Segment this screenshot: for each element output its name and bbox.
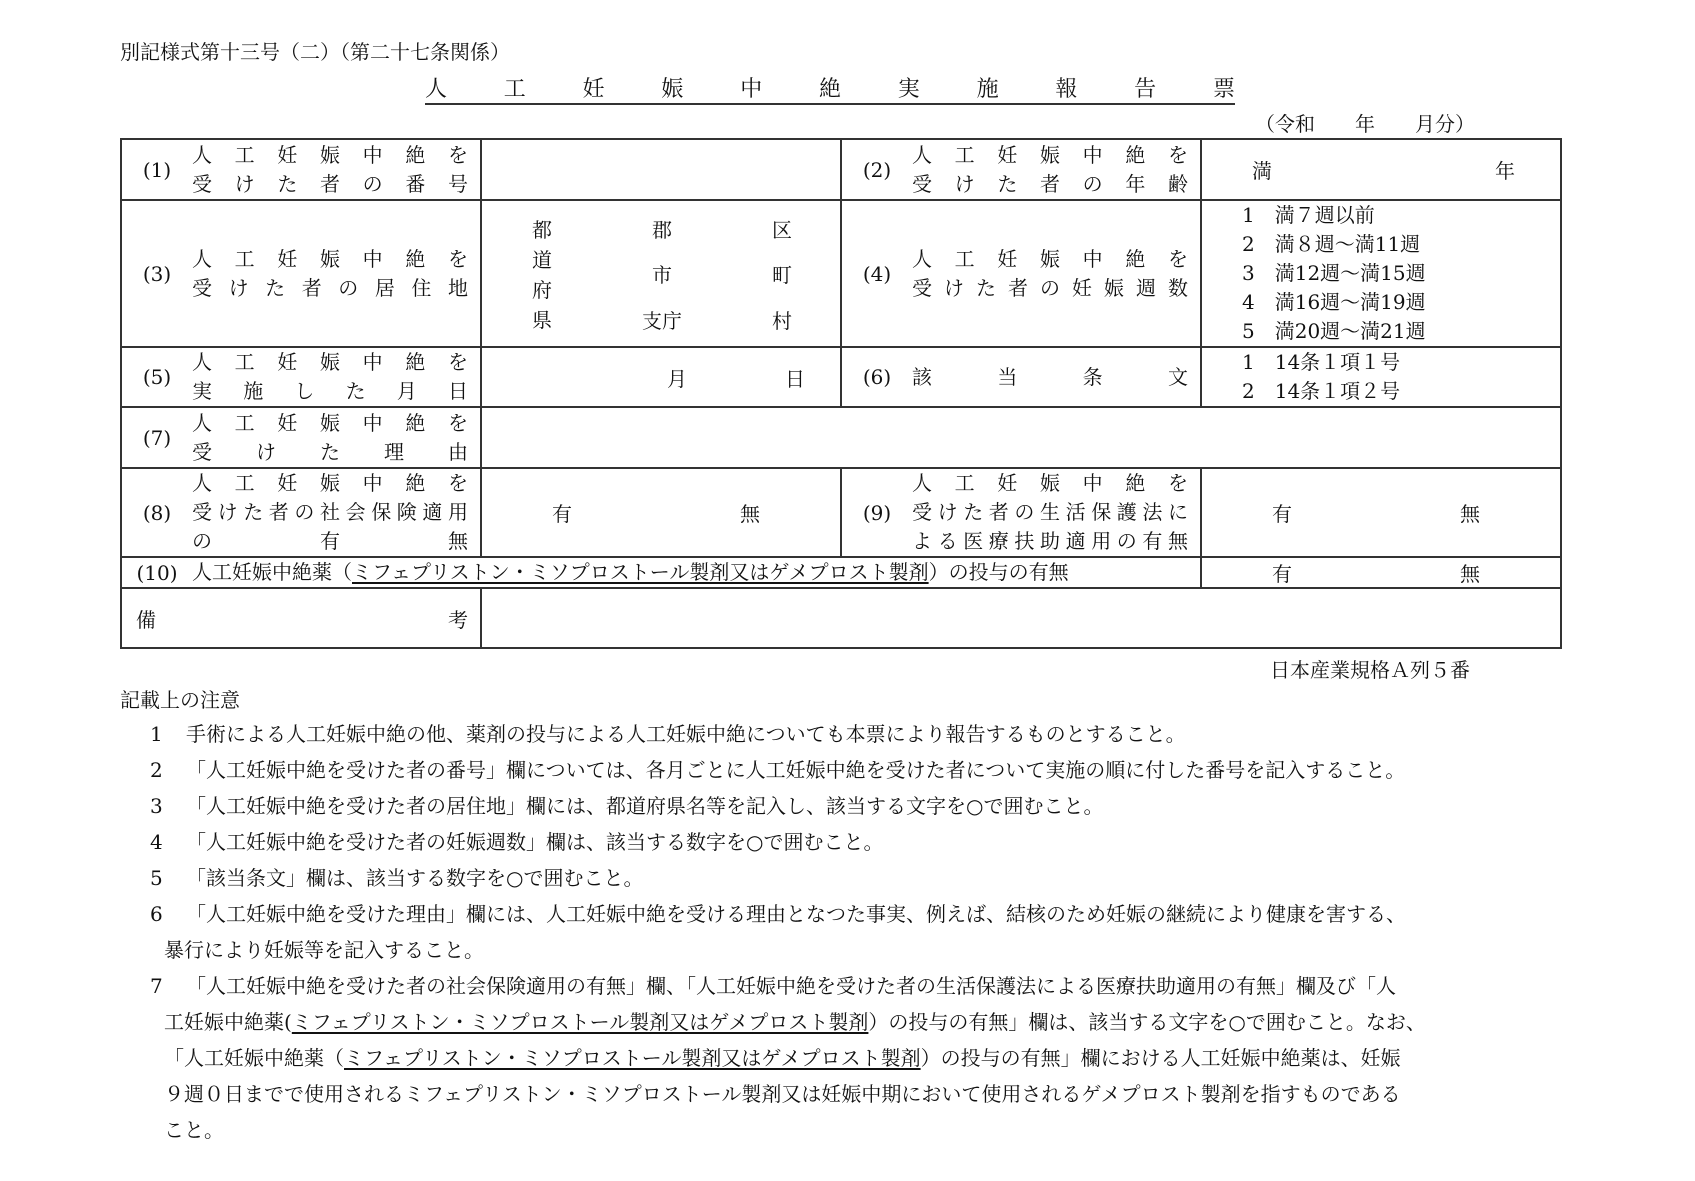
label-remarks: 備考 — [121, 588, 481, 648]
field-article[interactable] — [1201, 347, 1561, 407]
field-remarks[interactable] — [481, 588, 1561, 648]
field-patient-number[interactable] — [481, 139, 841, 200]
option[interactable]: 1 満７週以前 — [1242, 203, 1375, 227]
field-residence[interactable]: 都 道 府 県 郡 市 支庁 区 町 村 — [481, 200, 841, 347]
field-reason[interactable] — [481, 407, 1561, 468]
field-patient-age[interactable]: 満 年 — [1201, 139, 1561, 200]
paper-size: 日本産業規格Ａ列５番 — [1270, 658, 1470, 682]
note-item: 4 「人工妊娠中絶を受けた者の妊娠週数」欄は、該当する数字を○で囲むこと。 — [150, 830, 884, 854]
note-item: 5 「該当条文」欄は、該当する数字を○で囲むこと。 — [150, 866, 644, 890]
field-abortion-drug[interactable]: 有 無 — [1201, 557, 1561, 588]
label-gestational-weeks: (4) 人工妊娠中絶を 受けた者の妊娠週数 — [841, 200, 1201, 347]
label-patient-age: (2) 人工妊娠中絶を 受けた者の年齢 — [841, 139, 1201, 200]
option[interactable]: 4 満16週～満19週 — [1242, 290, 1426, 314]
field-medical-aid[interactable]: 有 無 — [1201, 468, 1561, 557]
report-form — [120, 138, 1562, 649]
option[interactable]: 2 満８週～満11週 — [1242, 232, 1421, 256]
field-gestational-weeks[interactable] — [1201, 200, 1561, 347]
option[interactable]: 1 14条１項１号 — [1242, 350, 1401, 374]
label-reason: (7) 人工妊娠中絶を 受けた理由 — [121, 407, 481, 468]
form-number: 別記様式第十三号（二）（第二十七条関係） — [120, 40, 510, 64]
note-item: 1 手術による人工妊娠中絶の他、薬剤の投与による人工妊娠中絶についても本票により報告するものとすること。 — [150, 722, 1186, 746]
label-social-insurance: (8) 人工妊娠中絶を 受けた者の社会保険適用 の有無 — [121, 468, 481, 557]
option[interactable]: 5 満20週～満21週 — [1242, 319, 1426, 343]
field-date[interactable]: 月 日 — [481, 347, 841, 407]
label-medical-aid: (9) 人工妊娠中絶を 受けた者の生活保護法に よる医療扶助適用の有無 — [841, 468, 1201, 557]
option[interactable]: 2 14条１項２号 — [1242, 379, 1401, 403]
period: （令和 年 月分） — [1255, 112, 1475, 136]
option[interactable]: 3 満12週～満15週 — [1242, 261, 1426, 285]
note-item: 3 「人工妊娠中絶を受けた者の居住地」欄には、都道府県名等を記入し、該当する文字を○で囲むこと。 — [150, 794, 1104, 818]
label-patient-number: (1) 人工妊娠中絶を 受けた者の番号 — [121, 139, 481, 200]
note-item: 7 「人工妊娠中絶を受けた者の社会保険適用の有無」欄、「人工妊娠中絶を受けた者の生活保護法による医療扶助適用の有無」欄及び「人 工妊娠中絶薬(ミフェプリストン・ミソプロストール製剤又はゲメプロスト製剤）の投与の有無」欄は、該当する文字を○で囲むこと。なお、 「人工妊娠中絶薬（ミフェプリストン・ミソプロストール製剤又はゲメプロスト製剤）の投与の有無」欄における人工妊娠中絶薬は、妊娠 ９週０日までで使用されるミフェプリストン・ミソプロストール製剤又は妊娠中期において使用されるゲメプロスト製剤を指すものである こと。 — [150, 974, 1426, 1142]
label-abortion-drug: (10) 人工妊娠中絶薬（ミフェプリストン・ミソプロストール製剤又はゲメプロスト製剤）の投与の有無 — [121, 557, 1201, 588]
note-item: 2 「人工妊娠中絶を受けた者の番号」欄については、各月ごとに人工妊娠中絶を受けた者について実施の順に付した番号を記入すること。 — [150, 758, 1406, 782]
notes-heading: 記載上の注意 — [120, 688, 240, 712]
field-social-insurance[interactable]: 有 無 — [481, 468, 841, 557]
form-title: 人工妊娠中絶実施報告票 — [425, 72, 1235, 105]
label-date: (5) 人工妊娠中絶を 実施した月日 — [121, 347, 481, 407]
label-residence: (3) 人工妊娠中絶を 受けた者の居住地 — [121, 200, 481, 347]
note-item: 6 「人工妊娠中絶を受けた理由」欄には、人工妊娠中絶を受ける理由となつた事実、例えば、結核のため妊娠の継続により健康を害する、 暴行により妊娠等を記入すること。 — [150, 902, 1406, 962]
label-article: (6) 該当条文 — [841, 347, 1201, 407]
